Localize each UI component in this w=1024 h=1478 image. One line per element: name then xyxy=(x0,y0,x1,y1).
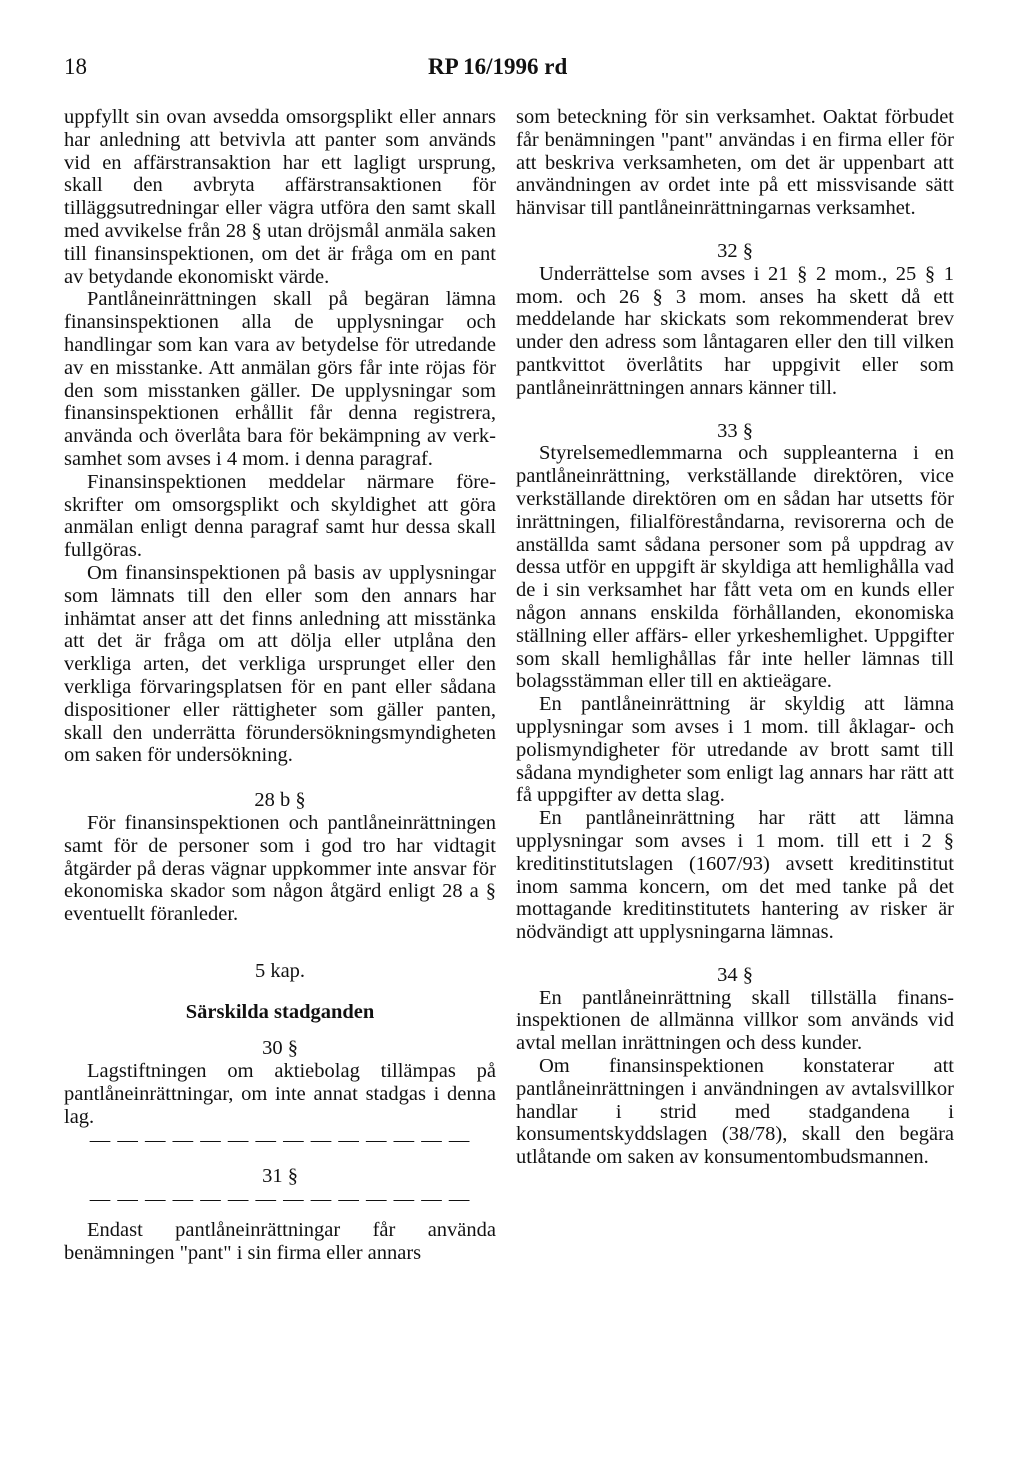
section-text-33: En pantlåneinrättning är skyldig att lämna upplysningar som avses i 1 mom. till åklagar- och polismyndigheter för utredande av brott samt till sådana myndigheter som enligt lag annars har rätt att få uppgifter av detta slag. xyxy=(516,693,954,807)
section-text-33: Styrelsemedlemmarna och suppleanterna i en pantlåneinrättning, verkställande direktören, vice verkställande direktören om en sådan har utsetts för inrättningen, filialföreståndarna, revisorerna och de anställda samt sådana personer som på uppdrag av dessa utför en uppgift är skyldiga att hemlighålla vad de i sin verksamhet har fått veta om en kunds eller någon annans enskilda förhållanden, ekonomiska ställning eller affärs- eller yrkeshemlighet. Uppgifter som skall hemlighållas får inte heller lämnas till bolagsstämman eller till en aktieägare. xyxy=(516,442,954,693)
section-text-34: En pantlåneinrättning skall tillställa finansinspektionen de allmänna villkor som används vid avtal mellan inrättningen och dess kunder. xyxy=(516,986,954,1055)
paragraph: Om finansinspektionen på basis av upplysningar som lämnats till den eller som den annars har inhämtat anser att det finns anledning att misstänka att det är fråga om att dölja eller utplåna den verkliga arten, det verkliga ursprunget eller den verkliga förvaringsplatsen för en pant eller sådana dispositioner eller rättigheter som gäller panten, skall den underrätta förundersökningsmyndigheten om saken för undersökning. xyxy=(64,561,496,767)
section-text-30: Lagstiftningen om aktiebolag tillämpas på pantlåneinrättningar, om inte annat stadgas i denna lag. xyxy=(64,1060,496,1128)
section-text-32: Underrättelse som avses i 21 § 2 mom., 25 § 1 mom. och 26 § 3 mom. anses ha skett då ett meddelande har skickats som rekommenderat brev under den adress som låntagaren eller den till vilken pantkvittot överlåtits har uppgivit eller som pantlåneinrättningen annars känner till. xyxy=(516,262,954,399)
section-heading-33: 33 § xyxy=(717,419,753,442)
section-heading-28b: 28 b § xyxy=(254,789,306,812)
section-text-28b: För finansinspektionen och pantlåneinrättningen samt för de personer som i god tro har vidtagit åtgärder på deras vägnar uppkommer inte ansvar för ekonomiska skador som någon åtgärd enligt 28 a § eventuellt föranleder. xyxy=(64,811,496,926)
paragraph: som beteckning för sin verksamhet. Oaktat förbudet får benämningen "pant" användas i en firma eller för att beskriva verksamheten, om det är uppenbart att användningen av ordet inte på ett missvisande sätt hänvisar till pantlåneinrättningarnas verksamhet. xyxy=(516,106,954,220)
running-head: RP 16/1996 rd xyxy=(428,54,568,79)
paragraph: Pantlåneinrättningen skall på begäran lämna finansinspektionen alla de upplysningar och handlingar som kan vara av betydelse för utredande av en misstanke. Att anmälan görs får inte röjas för den som misstanken gäller. De upplysningar som finansinspektionen erhållit får denna registrera, använda och överlåta bara för bekämpning av verksamhet som avses i 4 mom. i denna paragraf. xyxy=(64,288,496,470)
section-heading-34: 34 § xyxy=(717,963,753,986)
section-heading-32: 32 § xyxy=(717,239,753,262)
page-number: 18 xyxy=(64,54,87,79)
section-text-34: Om finansinspektionen konstaterar att pantlåneinrättningen i användningen av avtalsvillkor handlar i strid med stadgandena i konsumentskyddslagen (38/78), skall den begära utlåtande om saken av konsumentombudsmannen. xyxy=(516,1055,954,1169)
right-column xyxy=(516,106,954,1169)
left-column xyxy=(64,106,496,1265)
omission-dashes: — — — — — — — — — — — — — — xyxy=(89,1128,471,1151)
omission-dashes: — — — — — — — — — — — — — — xyxy=(89,1188,471,1211)
paragraph: uppfyllt sin ovan avsedda omsorgsplikt eller annars har anledning att betvivla att panter som används vid en affärstransaktion har ett lagligt ursprung, skall den avbryta affärstransaktionen för tilläggsutredningar eller vägra utföra den samt skall med avvikelse från 28 § utan dröjsmål anmäla saken till finansinspektionen, om det är fråga om en pant av betydande ekonomiskt värde. xyxy=(64,106,496,288)
chapter-number: 5 kap. xyxy=(254,959,306,982)
section-heading-30: 30 § xyxy=(262,1037,298,1060)
paragraph: Finansinspektionen meddelar närmare föreskrifter om omsorgsplikt och skyldighet att göra anmälan enligt denna paragraf samt hur dessa skall fullgöras. xyxy=(64,470,496,562)
section-heading-31: 31 § xyxy=(262,1165,298,1188)
section-text-33: En pantlåneinrättning har rätt att lämna upplysningar som avses i 1 mom. till ett i 2 § kreditinstitutslagen (1607/93) avsett kreditinstitut inom samma koncern, om det med tanke på det mottagande kreditinstitutets hantering av risker är nödvändigt att upplysningarna lämnas. xyxy=(516,807,954,944)
section-text-31: Endast pantlåneinrättningar får använda benämningen "pant" i sin firma eller annars xyxy=(64,1219,496,1264)
chapter-title: Särskilda stadganden xyxy=(185,1000,375,1023)
